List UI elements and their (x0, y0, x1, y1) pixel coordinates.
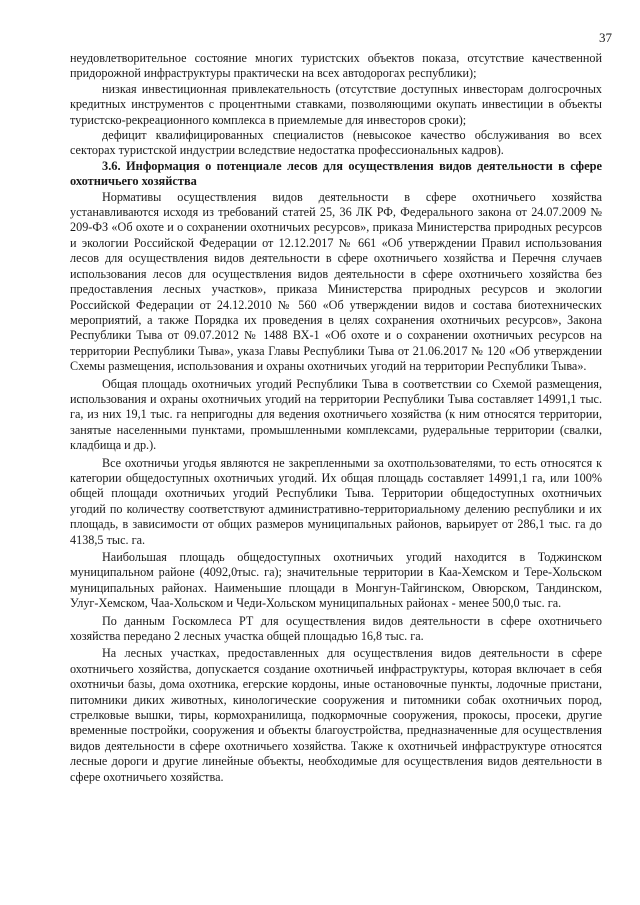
paragraph-largest-areas: Наибольшая площадь общедоступных охотничьих угодий находится в Тоджинском муниципальном районе (4092,0тыс. га); значительные территории в Каа-Хемском и Тере-Хольском муниципальных районах. Наименьшие площади в Монгун-Тайгинском, Овюрском, Тандинском, Улуг-Хемском, Чаа-Хольском и Чеди-Хольском муниципальных районах - менее 500,0 тыс. га. (70, 550, 602, 611)
paragraph-hunting-infrastructure: На лесных участках, предоставленных для осуществления видов деятельности в сфере охотничьего хозяйства, допускается создание охотничьей инфраструктуры, которая включает в себя охотничьи базы, дома охотника, егерские кордоны, иные остановочные пункты, лодочные пристани, питомники диких животных, кинологические сооружения и питомники собак охотничьих пород, стрелковые вышки, тиры, кормохранилища, подкормочные сооружения, прокосы, просеки, другие временные постройки, сооружения и объекты благоустройства, предназначенные для осуществления видов деятельности в сфере охотничьего хозяйства. Также к охотничьей инфраструктуре относятся лесные дороги и другие линейные объекты, необходимые для осуществления видов деятельности в сфере охотничьего хозяйства. (70, 646, 602, 784)
page-content (70, 51, 602, 785)
page-number: 37 (599, 30, 612, 45)
paragraph-specialist-deficit: дефицит квалифицированных специалистов (невысокое качество обслуживания во всех секторах туристской индустрии вследствие недостатка профессиональных кадров). (70, 128, 602, 158)
paragraph-tourism-infrastructure: неудовлетворительное состояние многих туристских объектов показа, отсутствие качественной придорожной инфраструктуры практически на всех автодорогах республики); (70, 51, 602, 81)
paragraph-hunting-regulations: Нормативы осуществления видов деятельности в сфере охотничьего хозяйства устанавливаются исходя из требований статей 25, 36 ЛК РФ, Федерального закона от 24.07.2009 № 209-ФЗ «Об охоте и о сохранении охотничьих ресурсов», приказа Министерства природных ресурсов и экологии Российской Федерации от 12.12.2017 № 661 «Об утверждении Правил использования лесов для осуществления видов деятельности в сфере охотничьего хозяйства и Перечня случаев использования лесов для осуществления видов деятельности в сфере охотничьего хозяйства без предоставления лесных участков», приказа Министерства природных ресурсов и экологии Российской Федерации от 24.12.2010 № 560 «Об утверждении видов и состава биотехнических мероприятий, а также Порядка их проведения в целях сохранения охотничьих ресурсов», Закона Республики Тыва от 09.07.2012 № 1488 ВХ-1 «Об охоте и о сохранении охотничьих ресурсов на территории Республики Тыва», указа Главы Республики Тыва от 21.06.2017 № 120 «Об утверждении Схемы размещения, использования и охраны охотничьих угодий на территории Республики Тыва». (70, 189, 602, 374)
section-heading: 3.6. Информация о потенциале лесов для осуществления видов деятельности в сфере охотничьего хозяйства (70, 158, 602, 189)
paragraph-investment-attractiveness: низкая инвестиционная привлекательность (отсутствие доступных инвесторам долгосрочных кредитных инструментов с процентными ставками, позволяющими окупать инвестиции в объекты туристско-рекреационного комплекса в приемлемые для инвесторов сроки); (70, 81, 602, 127)
paragraph-public-hunting-grounds: Все охотничьи угодья являются не закрепленными за охотпользователями, то есть относятся к категории общедоступных охотничьих угодий. Их общая площадь составляет 14991,1 га, или 100% общей площади охотничьих угодий Республики Тыва. Территории общедоступных охотничьих угодий по количеству соответствуют административно-территориальному делению республики и их площадь, в зависимости от общих размеров муниципальных районов, варьирует от 286,1 тыс. га до 4138,5 тыс. га. (70, 455, 602, 547)
paragraph-forest-plots: По данным Госкомлеса РТ для осуществления видов деятельности в сфере охотничьего хозяйства передано 2 лесных участка общей площадью 16,8 тыс. га. (70, 613, 602, 644)
paragraph-total-hunting-area: Общая площадь охотничьих угодий Республики Тыва в соответствии со Схемой размещения, использования и охраны охотничьих угодий на территории Республики Тыва составляет 14991,1 тыс. га, из них 19,1 тыс. га непригодны для ведения охотничьего хозяйства (к ним относятся территории, занятые населенными пунктами, промышленными комплексами, рудеральные территории (свалки, кладбища и др.). (70, 376, 602, 453)
